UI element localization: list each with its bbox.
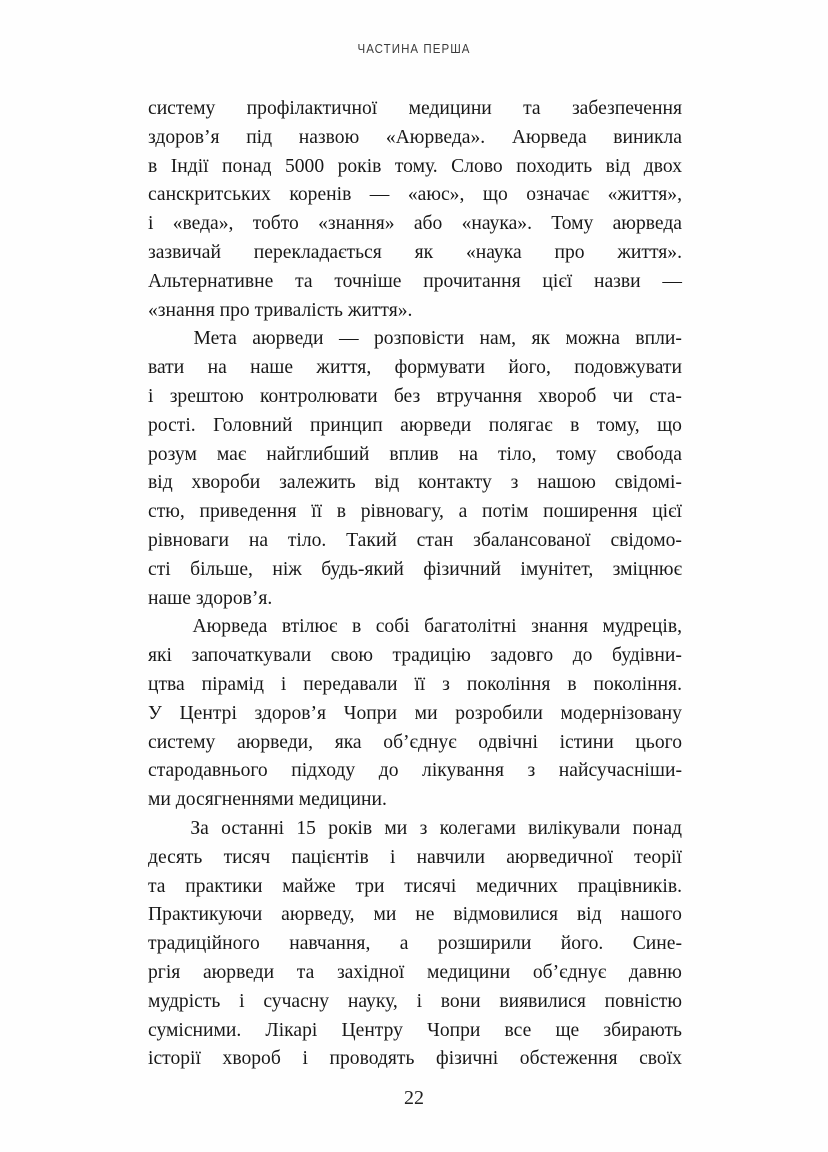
word: покоління. (593, 673, 682, 695)
word: Аюрведа (192, 616, 268, 638)
word: навчання, (289, 933, 371, 955)
word: і (389, 846, 396, 868)
word: а (458, 501, 468, 523)
word: — (338, 328, 359, 350)
word: в (570, 414, 580, 436)
word: аюрведу, (281, 904, 355, 926)
word: найглибший (266, 443, 370, 465)
word: в (567, 673, 577, 695)
word: контакту (418, 472, 492, 494)
word: У (148, 702, 162, 724)
word: Індії (170, 155, 209, 177)
word: розум (148, 443, 197, 465)
text-line (148, 441, 682, 470)
word: з (527, 760, 536, 782)
text-line (148, 815, 682, 844)
word: стан (416, 529, 454, 551)
word: зміцнює (612, 558, 682, 580)
word: має (216, 443, 247, 465)
word: з (419, 817, 428, 839)
word: медичних (476, 875, 558, 897)
word: з (510, 472, 519, 494)
word: фізичний (423, 558, 502, 580)
word: і (416, 990, 423, 1012)
word: колегами (439, 817, 516, 839)
word: до (572, 645, 593, 667)
text-line (148, 210, 682, 239)
word: підходу (291, 760, 356, 782)
word: а (399, 933, 409, 955)
paragraph (148, 815, 682, 1074)
word: хвороби (191, 472, 261, 494)
word: практики (185, 875, 263, 897)
word: започаткували (191, 645, 312, 667)
word: «веда», (172, 213, 234, 235)
text-line (148, 700, 682, 729)
word: полягає (488, 414, 553, 436)
text-line (148, 959, 682, 988)
word: виникла (613, 126, 682, 148)
word: сучасну (263, 990, 330, 1012)
text-line (148, 1017, 682, 1046)
word: ще (555, 1019, 580, 1041)
word: його. (560, 933, 604, 955)
word: аюрведичної (506, 846, 613, 868)
word: медицини (408, 98, 492, 119)
word: тобто (252, 213, 299, 235)
word: цтва (148, 673, 185, 695)
text-line (148, 268, 682, 297)
word: не (415, 904, 435, 926)
word: навчили (416, 846, 485, 868)
word: відмовилися (453, 904, 558, 926)
paragraph-indent (148, 815, 178, 844)
word: санскритських (148, 184, 271, 206)
word: стародавнього (148, 760, 268, 782)
word: стю, (148, 501, 185, 523)
word: впли- (635, 328, 682, 350)
word: хвороб (538, 385, 597, 407)
word: фізичні (436, 1048, 499, 1070)
word: і (148, 385, 154, 407)
word: в (148, 155, 158, 177)
word: — (369, 184, 390, 206)
word: в (351, 616, 362, 638)
word: Слово (451, 155, 503, 177)
word: та (148, 875, 166, 897)
word: ми (414, 702, 438, 724)
text-line (148, 354, 682, 383)
word: ми досягненнями медицини. (148, 789, 387, 811)
word: ми (384, 817, 408, 839)
word: повністю (604, 990, 682, 1012)
word: від (148, 472, 173, 494)
text-line (148, 325, 682, 354)
word: об’єднує (532, 961, 607, 983)
word: наше здоров’я. (148, 587, 273, 609)
body-text-block (148, 95, 682, 1074)
word: все (504, 1019, 532, 1041)
word: до (378, 760, 399, 782)
word: об’єднує (383, 731, 457, 753)
word: розробили (455, 702, 543, 724)
word: на (248, 529, 269, 551)
word: зрештою (169, 385, 244, 407)
word: мудрість (148, 990, 221, 1012)
word: Практикуючи (148, 904, 263, 926)
word: зазвичай (148, 241, 221, 263)
text-line (148, 297, 682, 326)
text-line (148, 613, 682, 642)
word: подовжувати (574, 357, 682, 379)
word: імунітет, (520, 558, 594, 580)
word: аюрведа (612, 213, 682, 235)
word: собі (375, 616, 410, 638)
word: тисяч (223, 846, 271, 868)
word: потім (482, 501, 529, 523)
word: багатолітні (424, 616, 517, 638)
word: на (458, 443, 478, 465)
word: збирають (603, 1019, 682, 1041)
word: — (662, 270, 682, 292)
word: його, (508, 357, 551, 379)
word: здоров’я (148, 126, 220, 148)
word: двох (643, 155, 682, 177)
word: вплив (389, 443, 439, 465)
word: теорії (634, 846, 682, 868)
word: тому, (596, 414, 640, 436)
paragraph (148, 325, 682, 613)
word: Чопри (343, 702, 398, 724)
text-line (148, 527, 682, 556)
word: тому (556, 443, 597, 465)
word: останні (221, 817, 285, 839)
word: цієї (542, 270, 573, 292)
word: перекладається (253, 241, 382, 263)
word: будівни- (611, 645, 682, 667)
text-line (148, 901, 682, 930)
word: Чопри (427, 1019, 481, 1041)
paragraph-indent (148, 613, 178, 642)
word: ми (373, 904, 397, 926)
word: свідомі- (614, 472, 682, 494)
word: тіло, (497, 443, 537, 465)
text-line (148, 556, 682, 585)
word: розповісти (374, 328, 465, 350)
word: мудреців, (602, 616, 682, 638)
word: і (148, 213, 154, 235)
text-line (148, 469, 682, 498)
word: походить (516, 155, 593, 177)
word: Мета (193, 328, 237, 350)
word: понад (632, 817, 682, 839)
word: і (302, 1048, 308, 1070)
word: забезпечення (571, 98, 682, 119)
word: ніж (272, 558, 302, 580)
word: можна (565, 328, 620, 350)
word: модернізовану (560, 702, 682, 724)
word: 5000 (284, 155, 325, 177)
word: з (442, 673, 450, 695)
word: та (296, 961, 315, 983)
text-line (148, 930, 682, 959)
paragraph-indent (148, 325, 178, 354)
text-line (148, 95, 682, 124)
word: вати (148, 357, 185, 379)
word: назвою (298, 126, 360, 148)
word: що (482, 184, 508, 206)
word: Сине- (632, 933, 682, 955)
text-line (148, 757, 682, 786)
word: Головний (213, 414, 293, 436)
text-line (148, 239, 682, 268)
word: цієї (652, 501, 682, 523)
word: від (605, 155, 631, 177)
word: традицію (392, 645, 471, 667)
word: пірамід (201, 673, 264, 695)
word: формувати (394, 357, 485, 379)
word: Аюрведа (511, 126, 587, 148)
word: хвороб (222, 1048, 281, 1070)
word: розширили (437, 933, 532, 955)
word: систему (148, 98, 216, 119)
word: Тому (551, 213, 594, 235)
word: або (413, 213, 443, 235)
word: і (280, 673, 287, 695)
word: давню (628, 961, 682, 983)
word: Альтернативне (148, 270, 274, 292)
word: найсучасніши- (558, 760, 682, 782)
text-line (148, 383, 682, 412)
word: нам, (479, 328, 517, 350)
word: чи (612, 385, 633, 407)
word: прочитання (423, 270, 521, 292)
word: принцип (309, 414, 383, 436)
word: Лікарі (265, 1019, 318, 1041)
word: свою (330, 645, 373, 667)
word: «Аюрведа». (385, 126, 486, 148)
word: які (148, 645, 172, 667)
word: своїх (639, 1048, 682, 1070)
word: на (207, 357, 227, 379)
word: покоління (466, 673, 551, 695)
word: медицини (426, 961, 511, 983)
text-line (148, 412, 682, 441)
word: вилікували (528, 817, 621, 839)
word: ргія (148, 961, 181, 983)
word: аюрведи, (236, 731, 314, 753)
word: понад (222, 155, 272, 177)
word: тіло. (287, 529, 327, 551)
word: сумісними. (148, 1019, 242, 1041)
word: За (190, 817, 209, 839)
word: «наука (465, 241, 522, 263)
text-line (148, 585, 682, 614)
word: Центрі (179, 702, 237, 724)
word: рівновагу, (360, 501, 444, 523)
word: назви (593, 270, 641, 292)
word: нашою (537, 472, 596, 494)
word: як (414, 241, 434, 263)
word: знання (531, 616, 588, 638)
word: в (336, 501, 347, 523)
text-line (148, 786, 682, 815)
word: збалансованої (473, 529, 591, 551)
word: передавали (303, 673, 398, 695)
word: десять (148, 846, 203, 868)
word: «знання» (318, 213, 395, 235)
text-line (148, 671, 682, 700)
word: без (393, 385, 421, 407)
word: західної (336, 961, 405, 983)
word: науку, (347, 990, 398, 1012)
word: під (246, 126, 273, 148)
word: втручання (436, 385, 522, 407)
word: залежить (279, 472, 356, 494)
word: Центру (341, 1019, 403, 1041)
word: життя». (617, 241, 682, 263)
text-line (148, 844, 682, 873)
word: від (576, 904, 602, 926)
word: цього (635, 731, 682, 753)
word: приведення (199, 501, 297, 523)
word: одвічні (478, 731, 538, 753)
word: рівноваги (148, 529, 229, 551)
text-line (148, 498, 682, 527)
word: років (328, 817, 373, 839)
word: нашого (620, 904, 682, 926)
word: свобода (616, 443, 682, 465)
word: лікування (422, 760, 504, 782)
word: профілактичної (246, 98, 378, 119)
running-header: ЧАСТИНА ПЕРША (357, 42, 471, 56)
word: задовго (490, 645, 554, 667)
word: про (554, 241, 585, 263)
word: виявилися (499, 990, 586, 1012)
word: систему (148, 731, 216, 753)
word: «знання про тривалість життя». (148, 299, 413, 321)
word: життя, (316, 357, 372, 379)
word: більше, (190, 558, 253, 580)
word: її (414, 673, 426, 695)
word: наше (250, 357, 294, 379)
text-line (148, 124, 682, 153)
word: 15 (296, 817, 316, 839)
text-line (148, 642, 682, 671)
word: років (337, 155, 382, 177)
text-line (148, 729, 682, 758)
word: здоров’я (254, 702, 327, 724)
paragraph (148, 613, 682, 815)
word: означає (526, 184, 590, 206)
word: три (355, 875, 385, 897)
word: яка (334, 731, 362, 753)
word: та (295, 270, 313, 292)
word: ста- (649, 385, 682, 407)
word: поширення (543, 501, 638, 523)
word: істини (559, 731, 614, 753)
word: «життя», (607, 184, 682, 206)
word: свідомо- (610, 529, 682, 551)
text-line (148, 153, 682, 182)
word: тисячі (404, 875, 457, 897)
page-number: 22 (404, 1087, 424, 1109)
word: від (374, 472, 400, 494)
word: втілює (281, 616, 338, 638)
word: майже (282, 875, 336, 897)
word: будь-який (321, 558, 404, 580)
word: вони (440, 990, 481, 1012)
word: тому. (394, 155, 438, 177)
word: проводять (329, 1048, 415, 1070)
word: коренів (289, 184, 352, 206)
word: контролювати (259, 385, 378, 407)
word: пацієнтів (291, 846, 369, 868)
word: аюрведи (400, 414, 472, 436)
word: історії (148, 1048, 201, 1070)
text-line (148, 1045, 682, 1074)
word: обстеження (519, 1048, 618, 1070)
word: сті (148, 558, 171, 580)
word: працівників. (577, 875, 682, 897)
word: та (523, 98, 541, 119)
word: «аюс», (407, 184, 465, 206)
word: точніше (334, 270, 402, 292)
word: як (531, 328, 551, 350)
word: що (657, 414, 682, 436)
word: її (311, 501, 323, 523)
word: Такий (346, 529, 397, 551)
word: традиційного (148, 933, 260, 955)
word: «наука». (461, 213, 532, 235)
word: і (239, 990, 245, 1012)
word: рості. (148, 414, 196, 436)
text-line (148, 988, 682, 1017)
text-line (148, 181, 682, 210)
text-line (148, 873, 682, 902)
word: аюрведи (202, 961, 275, 983)
paragraph (148, 95, 682, 325)
word: аюрведи (252, 328, 324, 350)
